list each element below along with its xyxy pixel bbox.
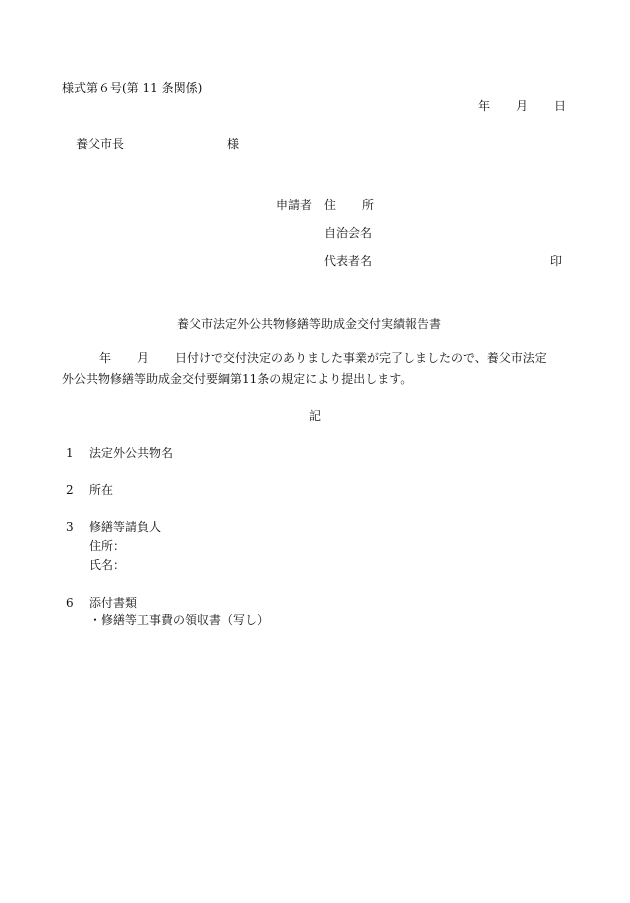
item-label: 修繕等請負人 bbox=[89, 520, 162, 534]
body-text-line-1: 日付けで交付決定のありました事業が完了しましたので、養父市法定 bbox=[175, 351, 547, 365]
item-number: 1 bbox=[66, 446, 74, 460]
document-title: 養父市法定外公共物修繕等助成金交付実績報告書 bbox=[177, 317, 442, 331]
date-year-label: 年 bbox=[478, 99, 491, 113]
date-month-label: 月 bbox=[516, 99, 529, 113]
contractor-name-label: 氏名： bbox=[89, 558, 126, 572]
item-number: 2 bbox=[66, 483, 74, 497]
addressee-honorific: 様 bbox=[227, 137, 240, 151]
applicant-role: 申請者 bbox=[276, 198, 313, 212]
body-text-line-2: 外公共物修繕等助成金交付要綱第11条の規定により提出します。 bbox=[62, 372, 413, 386]
body-year-label: 年 bbox=[99, 351, 112, 365]
addressee-name: 養父市長 bbox=[76, 137, 125, 151]
date-day-label: 日 bbox=[554, 99, 567, 113]
item-number: 6 bbox=[66, 596, 74, 610]
item-number: 3 bbox=[66, 520, 74, 534]
body-month-label: 月 bbox=[137, 351, 150, 365]
applicant-address-label-1: 住 bbox=[324, 198, 337, 212]
item-label: 法定外公共物名 bbox=[89, 446, 174, 460]
form-number: 様式第６号(第 11 条関係) bbox=[62, 81, 203, 95]
applicant-representative-label: 代表者名 bbox=[324, 254, 373, 268]
applicant-association-label: 自治会名 bbox=[324, 226, 373, 240]
applicant-address-label-2: 所 bbox=[362, 198, 375, 212]
ki-heading: 記 bbox=[309, 409, 322, 423]
attachment-item: ・修繕等工事費の領収書（写し） bbox=[89, 613, 270, 627]
contractor-address-label: 住所： bbox=[89, 539, 126, 553]
item-label: 添付書類 bbox=[89, 596, 138, 610]
seal-mark: 印 bbox=[550, 254, 563, 268]
item-label: 所在 bbox=[89, 483, 114, 497]
